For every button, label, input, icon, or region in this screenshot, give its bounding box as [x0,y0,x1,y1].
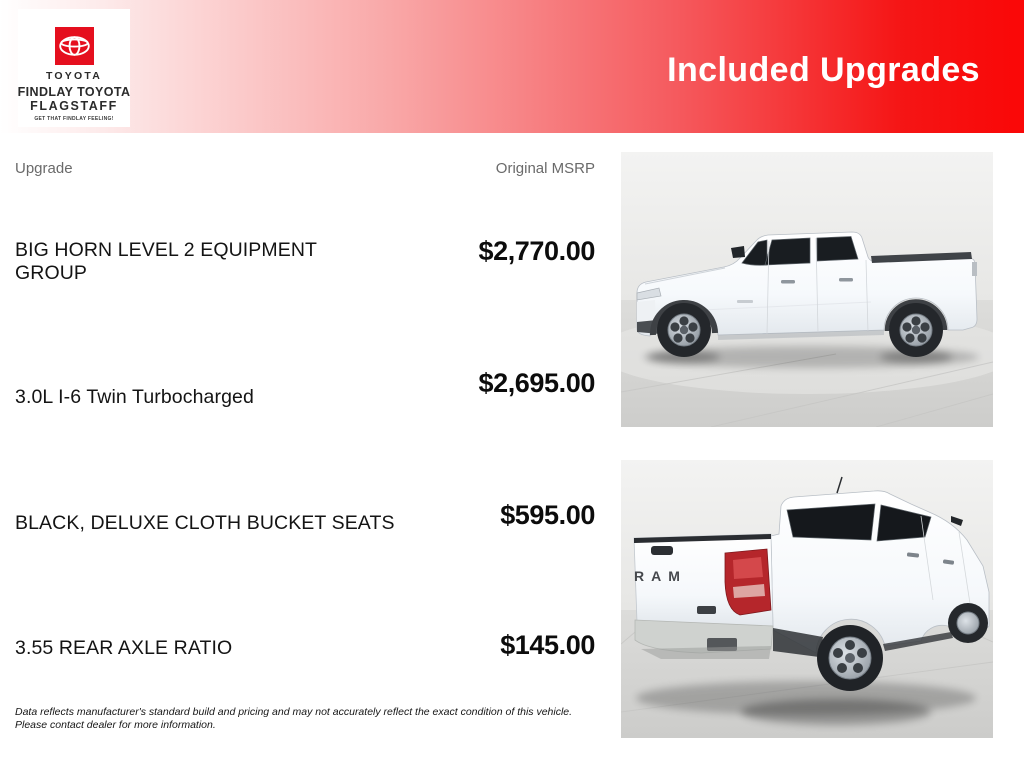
table-column-headers [15,160,595,177]
header-banner [0,0,1024,133]
front-wheel [657,303,711,357]
upgrade-name: 3.0L I-6 Twin Turbocharged [15,386,254,408]
dealer-tagline: GET THAT FINDLAY FEELING! [34,116,114,122]
upgrade-name: BLACK, DELUXE CLOTH BUCKET SEATS [15,512,395,534]
front-wheel [948,603,988,643]
dealer-logo-card [18,9,130,127]
side-mirror [731,246,745,258]
truck-rear-illustration [621,460,993,738]
fender-badge [737,300,753,303]
badge-4x4 [697,606,716,614]
rear-wheel [817,625,883,691]
rear-wheel [889,303,943,357]
dealer-name-line2: FLAGSTAFF [30,99,118,113]
disclaimer-text: Data reflects manufacturer's standard build and pricing and may not accurately reflect the exact condition of this vehicle. Please contact dealer for more information. [15,706,573,732]
upgrade-name: BIG HORN LEVEL 2 EQUIPMENT GROUP [15,239,317,285]
upgrade-name: 3.55 REAR AXLE RATIO [15,637,233,659]
dealer-name-line1: FINDLAY TOYOTA [17,85,131,99]
toyota-logo-icon [55,27,94,65]
upgrade-price: $145.00 [500,630,595,660]
tailgate-handle [651,546,673,555]
upgrade-price: $595.00 [500,500,595,530]
table-row [15,500,595,535]
table-row [15,236,595,286]
truck-side-illustration [621,152,993,427]
page-title: Included Upgrades [667,51,980,89]
brand-name: TOYOTA [46,70,102,82]
column-header-upgrade: Upgrade [15,160,73,177]
door-handle [781,280,795,284]
vehicle-photo-side [621,152,993,427]
tailgate-text: RAM [634,568,687,584]
taillight [725,549,771,615]
taillight [972,262,977,276]
table-row [15,630,595,661]
vehicle-photo-rear [621,460,993,738]
upgrade-price: $2,770.00 [478,236,595,266]
upgrade-price: $2,695.00 [478,368,595,398]
table-row [15,368,595,409]
column-header-msrp: Original MSRP [495,160,595,177]
door-handle [839,278,853,282]
